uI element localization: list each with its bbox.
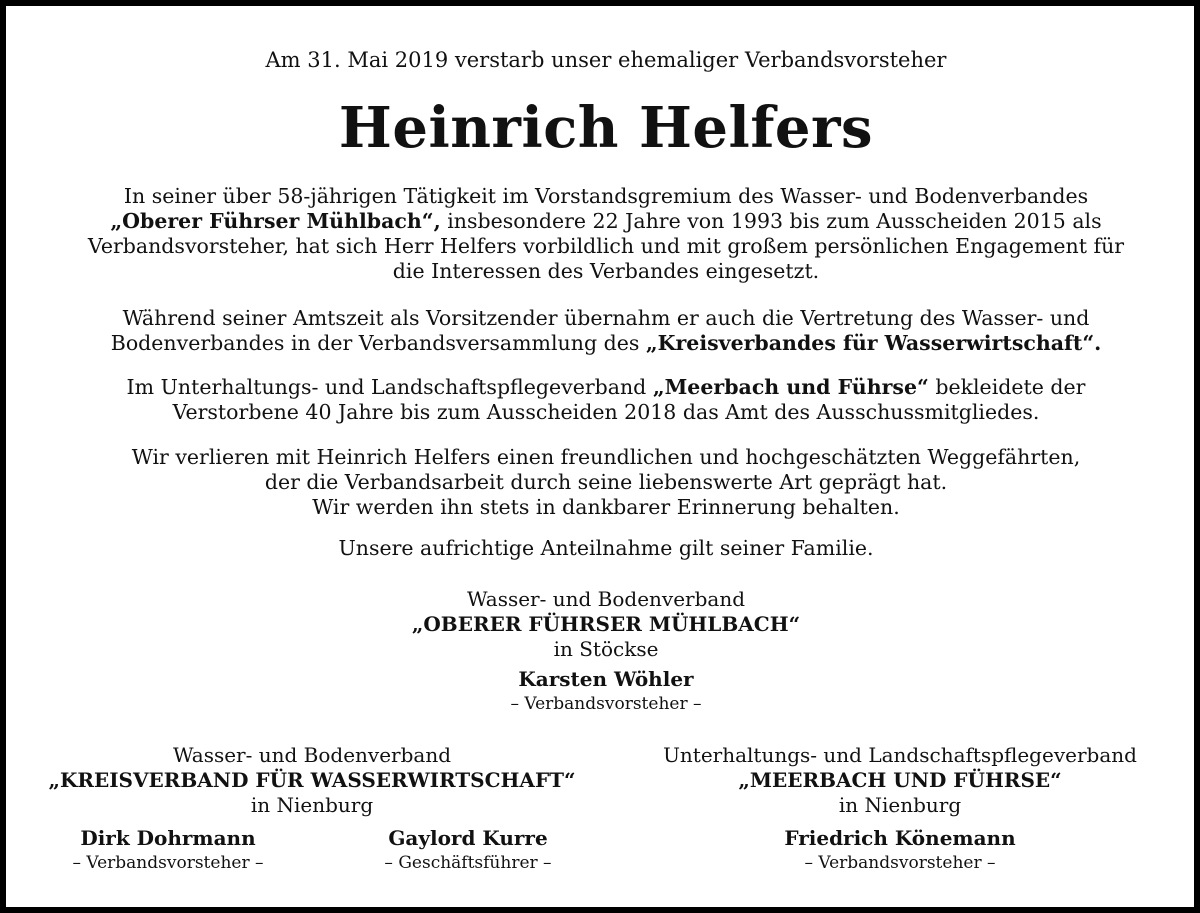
signatory-role: – Verbandsvorsteher – <box>72 853 264 873</box>
paragraph-line: Wir werden ihn stets in dankbarer Erinnerung behalten. <box>312 495 900 519</box>
org-block-right <box>600 743 1200 818</box>
signatory-role: – Verbandsvorsteher – <box>510 694 702 714</box>
org-name-bold: „Kreisverbandes für Wasserwirtschaft“. <box>645 331 1102 355</box>
org-type: Unterhaltungs- und Landschaftspflegeverband <box>663 743 1137 767</box>
paragraph-line: die Interessen des Verbandes eingesetzt. <box>392 259 820 283</box>
org-name: „MEERBACH UND FÜHRSE“ <box>738 768 1062 792</box>
org-block-center <box>6 587 1200 662</box>
signatory-name: Dirk Dohrmann <box>80 826 256 850</box>
paragraph-text: Bodenverbandes in der Verbandsversammlung des <box>110 331 646 355</box>
paragraph-line: der die Verbandsarbeit durch seine liebenswerte Art geprägt hat. <box>264 470 948 494</box>
signature-center <box>6 667 1200 717</box>
signatory-role: – Verbandsvorsteher – <box>804 853 996 873</box>
signature-right <box>600 826 1200 876</box>
paragraph-line: In seiner über 58-jährigen Tätigkeit im Vorstandsgremium des Wasser- und Bodenverbandes <box>123 184 1089 208</box>
deceased-name: Heinrich Helfers <box>338 95 874 161</box>
paragraph-line: Wir verlieren mit Heinrich Helfers einen freundlichen und hochgeschätzten Weggefährten, <box>131 445 1081 469</box>
paragraph-line: Verbandsvorsteher, hat sich Herr Helfers vorbildlich und mit großem persönlichen Engagement für <box>87 234 1125 258</box>
org-name: „KREISVERBAND FÜR WASSERWIRTSCHAFT“ <box>48 768 576 792</box>
signatory-name: Gaylord Kurre <box>388 826 548 850</box>
org-place: in Nienburg <box>838 793 962 817</box>
signatory-name: Friedrich Könemann <box>784 826 1016 850</box>
signature-left-2 <box>318 826 618 876</box>
paragraph-line: Während seiner Amtszeit als Vorsitzender übernahm er auch die Vertretung des Wasser- und <box>122 306 1090 330</box>
condolence-line: Unsere aufrichtige Anteilnahme gilt seiner Familie. <box>338 536 874 560</box>
org-name-bold: „Meerbach und Führse“ <box>652 375 929 399</box>
signatory-role: – Geschäftsführer – <box>384 853 552 873</box>
paragraph-line <box>6 331 1200 356</box>
paragraph-chairmanship <box>6 306 1200 356</box>
paragraph-text: Im Unterhaltungs- und Landschaftspflegeverband <box>126 375 653 399</box>
org-block-left <box>12 743 612 818</box>
paragraph-text: insbesondere 22 Jahre von 1993 bis zum Ausscheiden 2015 als <box>440 209 1102 233</box>
intro-line: Am 31. Mai 2019 verstarb unser ehemaliger Verbandsvorsteher <box>265 48 947 72</box>
org-place: in Nienburg <box>250 793 374 817</box>
org-name-bold: „Oberer Führser Mühlbach“, <box>110 209 441 233</box>
org-name: „OBERER FÜHRSER MÜHLBACH“ <box>411 612 801 636</box>
paragraph-remembrance <box>6 445 1200 520</box>
paragraph-career <box>6 184 1200 284</box>
paragraph-committee <box>6 375 1200 425</box>
org-type: Wasser- und Bodenverband <box>466 587 746 611</box>
signature-left-1 <box>18 826 318 876</box>
paragraph-text: bekleidete der <box>928 375 1086 399</box>
org-type: Wasser- und Bodenverband <box>172 743 452 767</box>
paragraph-line <box>6 375 1200 400</box>
paragraph-line: Verstorbene 40 Jahre bis zum Ausscheiden 2018 das Amt des Ausschussmitgliedes. <box>172 400 1040 424</box>
org-place: in Stöckse <box>553 637 659 661</box>
paragraph-line <box>6 209 1200 234</box>
signatory-name: Karsten Wöhler <box>518 667 694 691</box>
